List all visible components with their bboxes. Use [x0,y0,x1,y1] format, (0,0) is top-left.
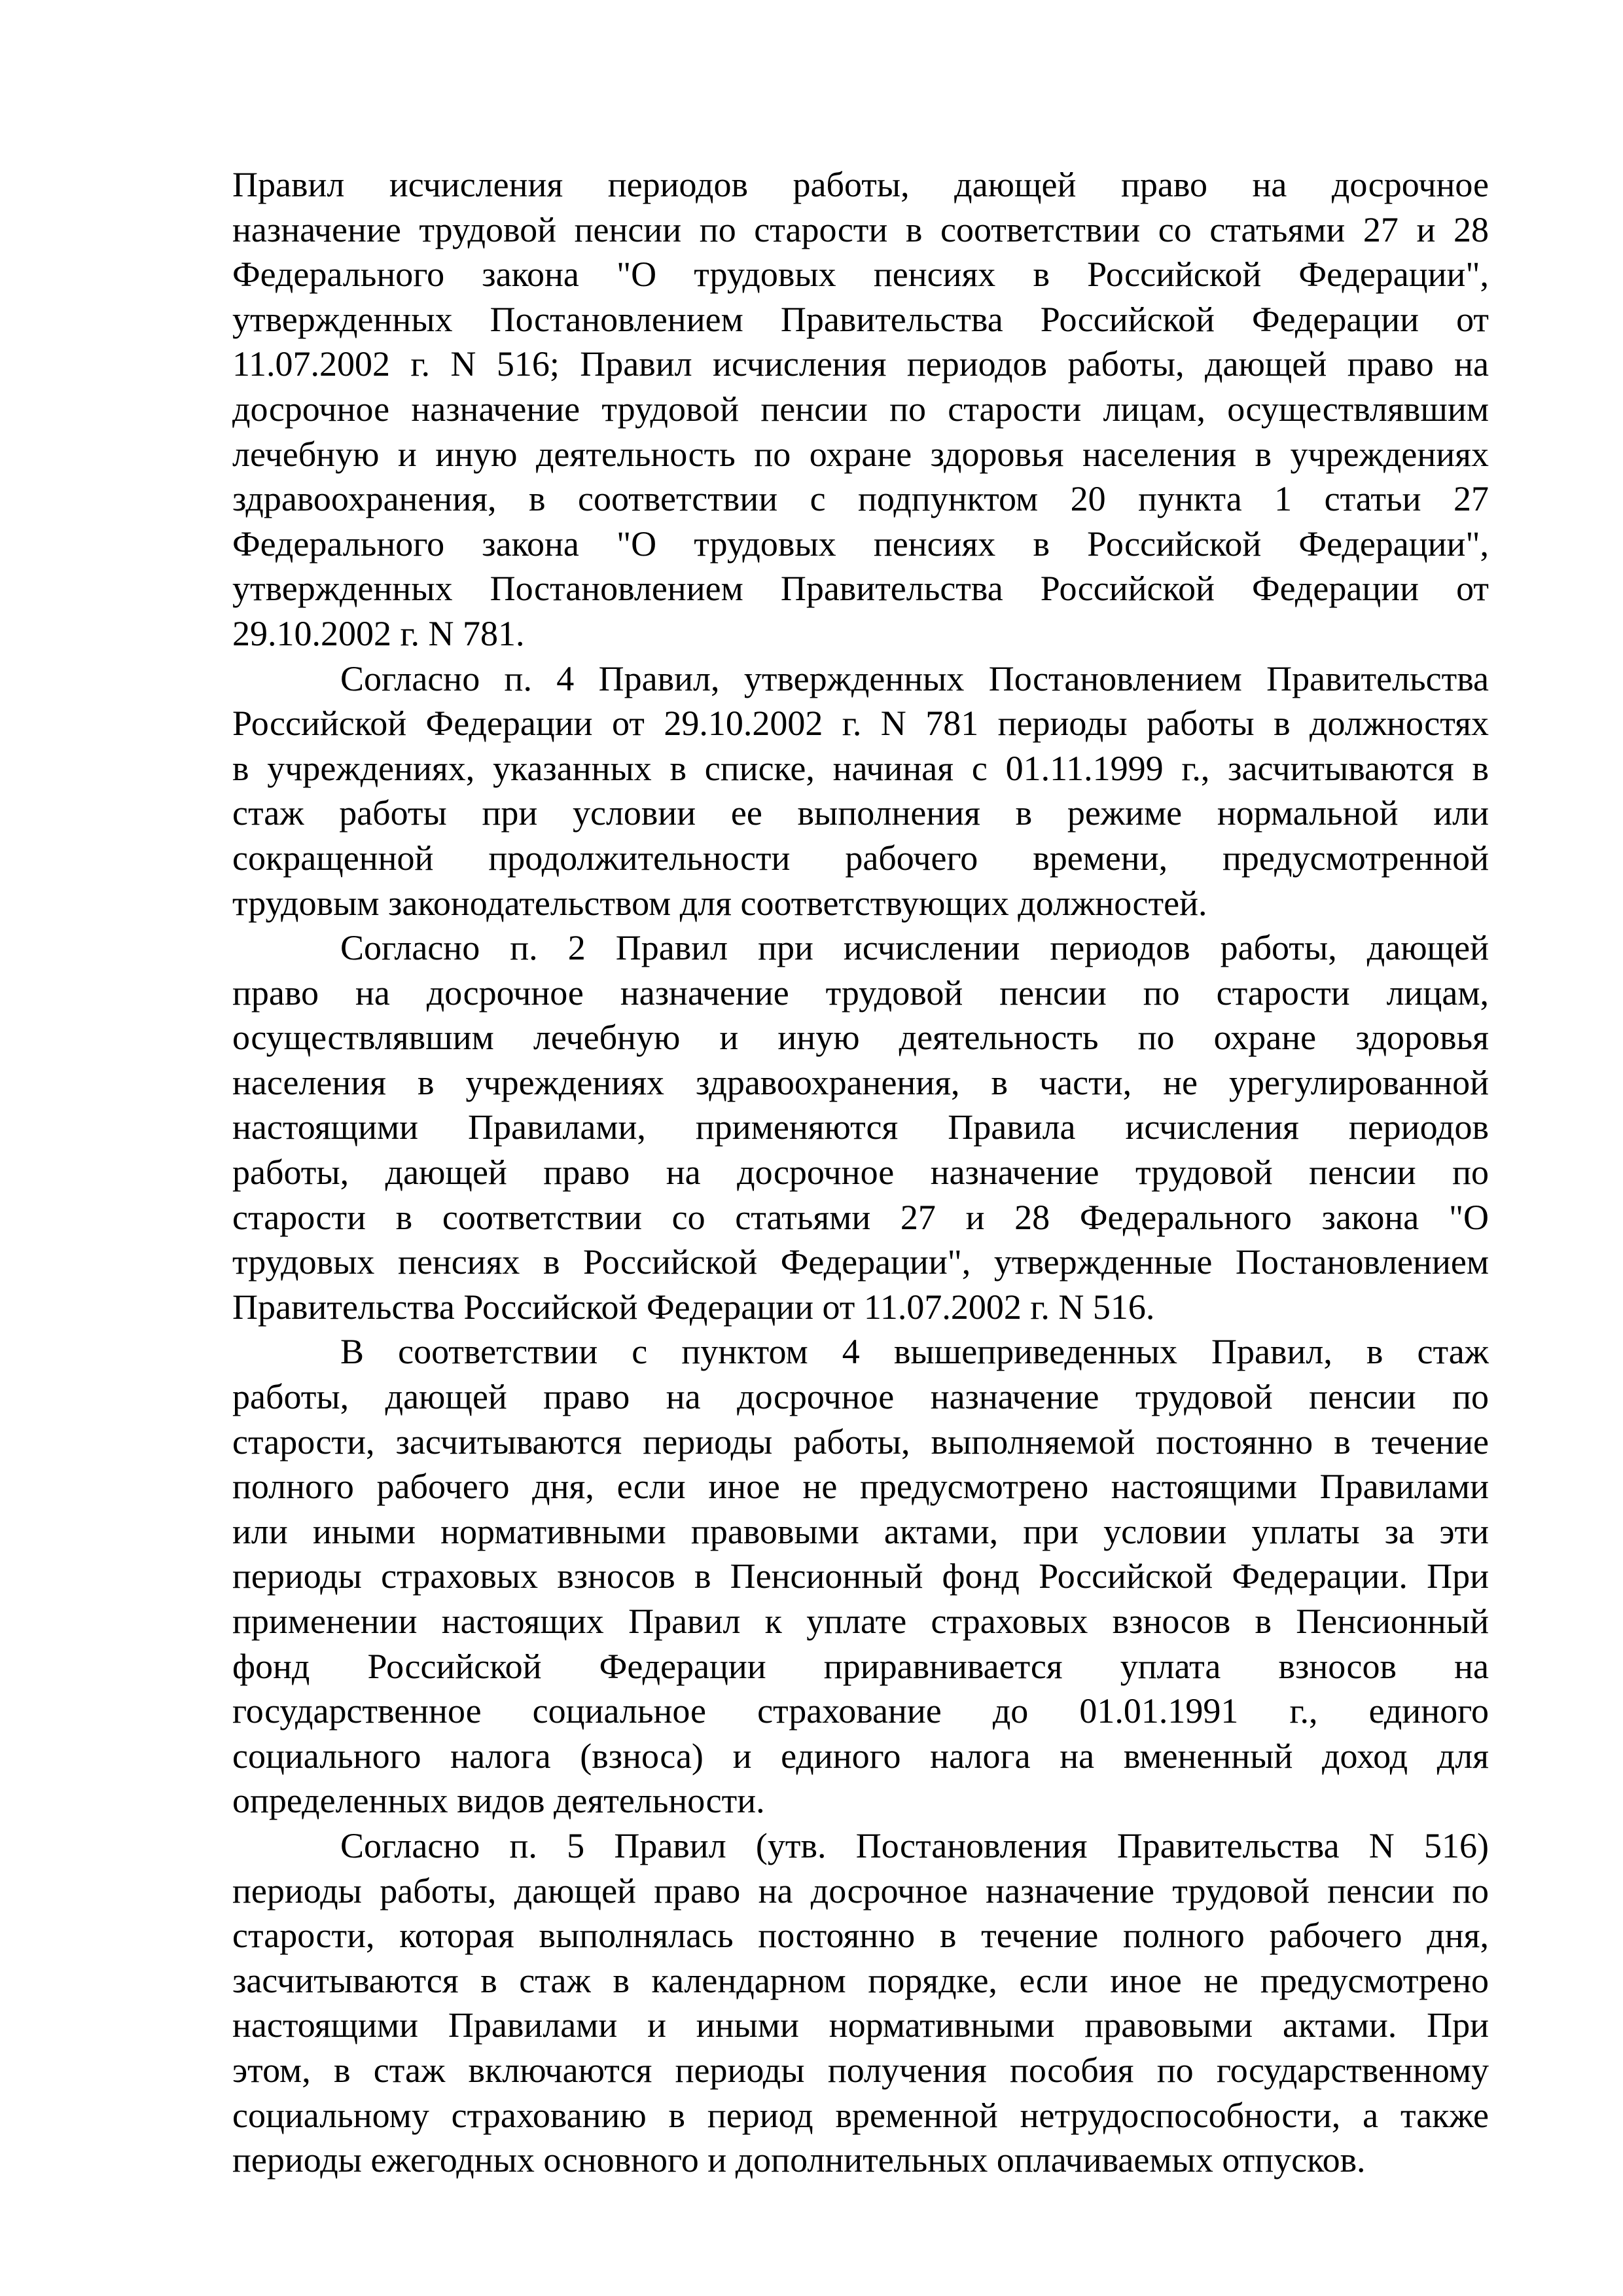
text-line: В соответствии с пунктом 4 вышеприведенных Правил, в стаж [340,1332,1489,1372]
text-line: этом, в стаж включаются периоды получения пособия по государственному [232,2050,1489,2090]
text-line: старости в соответствии со статьями 27 и 28 Федерального закона "О [232,1197,1489,1237]
text-line: 11.07.2002 г. N 516; Правил исчисления периодов работы, дающей право на [232,344,1489,384]
text-line: право на досрочное назначение трудовой пенсии по старости лицам, [232,973,1489,1013]
text-line: полного рабочего дня, если иное не предусмотрено настоящими Правилами [232,1467,1489,1507]
text-line: здравоохранения, в соответствии с подпунктом 20 пункта 1 статьи 27 [232,479,1489,519]
text-line: Согласно п. 4 Правил, утвержденных Постановлением Правительства [340,658,1489,698]
text-line: осуществлявшим лечебную и иную деятельность по охране здоровья [232,1018,1489,1058]
paragraph [232,162,1489,656]
paragraph [232,656,1489,926]
text-line: трудовым законодательством для соответствующих должностей. [232,883,1207,923]
text-line: определенных видов деятельности. [232,1781,765,1821]
text-line: Согласно п. 2 Правил при исчислении периодов работы, дающей [340,928,1489,968]
text-line: Правительства Российской Федерации от 11.07.2002 г. N 516. [232,1287,1155,1327]
text-line: Федерального закона "О трудовых пенсиях в Российской Федерации", [232,524,1489,564]
text-line: настоящими Правилами, применяются Правила исчисления периодов [232,1107,1489,1147]
text-line: стаж работы при условии ее выполнения в режиме нормальной или [232,793,1489,833]
text-line: засчитываются в стаж в календарном порядке, если иное не предусмотрено [232,1960,1489,2000]
text-line: фонд Российской Федерации приравнивается уплата взносов на [232,1646,1489,1686]
paragraph [232,1823,1489,2183]
paragraph [232,925,1489,1329]
text-line: лечебную и иную деятельность по охране здоровья населения в учреждениях [232,434,1489,474]
text-line: утвержденных Постановлением Правительства Российской Федерации от [232,299,1489,339]
text-line: утвержденных Постановлением Правительства Российской Федерации от [232,569,1489,609]
text-line: периоды ежегодных основного и дополнительных оплачиваемых отпусков. [232,2140,1366,2180]
text-line: работы, дающей право на досрочное назначение трудовой пенсии по [232,1377,1489,1417]
text-line: старости, засчитываются периоды работы, выполняемой постоянно в течение [232,1422,1489,1462]
text-line: Согласно п. 5 Правил (утв. Постановления Правительства N 516) [340,1825,1489,1865]
text-line: государственное социальное страхование до 01.01.1991 г., единого [232,1691,1489,1731]
paragraph [232,1329,1489,1823]
text-line: периоды страховых взносов в Пенсионный фонд Российской Федерации. При [232,1556,1489,1596]
text-line: досрочное назначение трудовой пенсии по старости лицам, осуществлявшим [232,389,1489,429]
text-line: Правил исчисления периодов работы, дающей право на досрочное [232,165,1489,204]
text-line: социальному страхованию в период временной нетрудоспособности, а также [232,2095,1489,2135]
text-line: старости, которая выполнялась постоянно в течение полного рабочего дня, [232,1916,1489,1956]
text-line: периоды работы, дающей право на досрочное назначение трудовой пенсии по [232,1871,1489,1910]
text-line: работы, дающей право на досрочное назначение трудовой пенсии по [232,1153,1489,1193]
text-line: 29.10.2002 г. N 781. [232,613,525,653]
document-text-block [232,162,1489,2183]
text-line: или иными нормативными правовыми актами, при условии уплаты за эти [232,1511,1489,1551]
text-line: социального налога (взноса) и единого налога на вмененный доход для [232,1736,1489,1776]
text-line: Российской Федерации от 29.10.2002 г. N 781 периоды работы в должностях [232,704,1489,744]
text-line: назначение трудовой пенсии по старости в соответствии со статьями 27 и 28 [232,209,1489,249]
text-line: настоящими Правилами и иными нормативными правовыми актами. При [232,2005,1489,2045]
text-line: применении настоящих Правил к уплате страховых взносов в Пенсионный [232,1602,1489,1641]
text-line: населения в учреждениях здравоохранения, в части, не урегулированной [232,1062,1489,1102]
text-line: Федерального закона "О трудовых пенсиях в Российской Федерации", [232,255,1489,295]
text-line: трудовых пенсиях в Российской Федерации", утвержденные Постановлением [232,1242,1489,1282]
text-line: в учреждениях, указанных в списке, начиная с 01.11.1999 г., засчитываются в [232,748,1489,788]
text-line: сокращенной продолжительности рабочего времени, предусмотренной [232,838,1489,878]
